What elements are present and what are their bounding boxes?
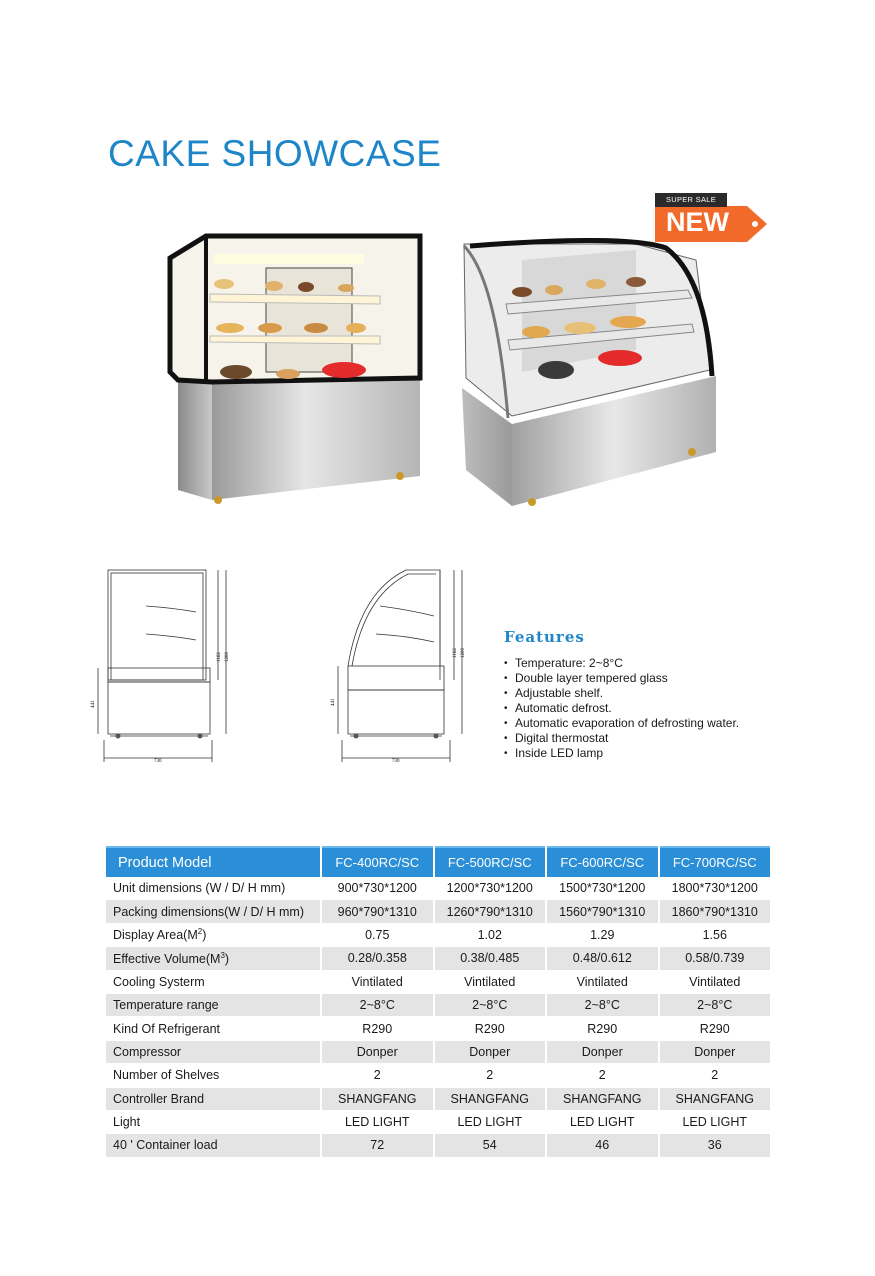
- row-label: [106, 1017, 320, 1040]
- table-cell: Donper: [435, 1041, 546, 1064]
- table-cell: 2~8°C: [547, 994, 658, 1017]
- feature-item: • Double layer tempered glass: [504, 671, 739, 686]
- header-cell: FC-400RC/SC: [322, 846, 433, 877]
- table-header-row: [106, 846, 770, 877]
- table-row: [106, 1134, 770, 1157]
- header-cell: Product Model: [106, 846, 320, 877]
- table-row: [106, 994, 770, 1017]
- spec-table: [104, 846, 772, 1158]
- showcase-photo-straight: [166, 232, 426, 508]
- table-cell: 1200*730*1200: [435, 877, 546, 900]
- table-cell: 1860*790*1310: [660, 900, 771, 923]
- table-cell: 2: [435, 1064, 546, 1087]
- row-label-text: Number of Shelves: [113, 1068, 220, 1083]
- table-row: [106, 971, 770, 994]
- feature-item: • Digital thermostat: [504, 731, 739, 746]
- row-label-superscript: 3: [220, 950, 225, 960]
- row-label-text: Kind Of Refrigerant: [113, 1021, 220, 1036]
- row-label-text: Packing dimensions(W / D/ H mm): [113, 904, 305, 919]
- table-cell: R290: [435, 1017, 546, 1040]
- table-row: [106, 1064, 770, 1087]
- drawing2-total-height: 1200: [461, 648, 466, 658]
- drawing2-glass-height: 1162: [453, 648, 458, 658]
- technical-drawing-curved: [320, 562, 480, 768]
- table-cell: 1260*790*1310: [435, 900, 546, 923]
- row-label: [106, 1064, 320, 1087]
- page-title: CAKE SHOWCASE: [108, 133, 442, 174]
- drawing1-total-height: 1200: [225, 652, 230, 662]
- table-cell: LED LIGHT: [660, 1111, 771, 1134]
- row-label: [106, 1041, 320, 1064]
- feature-item: • Inside LED lamp: [504, 746, 739, 761]
- row-label: [106, 994, 320, 1017]
- table-cell: Donper: [660, 1041, 771, 1064]
- table-cell: Vintilated: [547, 971, 658, 994]
- table-cell: SHANGFANG: [435, 1088, 546, 1111]
- row-label-text: Light: [113, 1115, 141, 1130]
- table-cell: 0.58/0.739: [660, 947, 771, 970]
- table-cell: 2~8°C: [660, 994, 771, 1017]
- row-label-text: Compressor: [113, 1044, 182, 1059]
- features-section: [504, 628, 739, 761]
- table-cell: 54: [435, 1134, 546, 1157]
- row-label-text: Controller Brand: [113, 1091, 205, 1106]
- table-cell: LED LIGHT: [435, 1111, 546, 1134]
- table-cell: R290: [547, 1017, 658, 1040]
- table-cell: 2: [547, 1064, 658, 1087]
- row-label-superscript: 2: [197, 927, 203, 937]
- table-row: [106, 1041, 770, 1064]
- table-cell: 46: [547, 1134, 658, 1157]
- row-label-text: Cooling Systerm: [113, 974, 205, 989]
- table-cell: 36: [660, 1134, 771, 1157]
- row-label: [106, 1088, 320, 1111]
- table-cell: LED LIGHT: [547, 1111, 658, 1134]
- drawing2-base-height: 441: [331, 698, 336, 706]
- feature-item: • Temperature: 2~8°C: [504, 656, 739, 671]
- row-label-suffix: ): [224, 951, 230, 966]
- row-label-text: Display Area(M: [113, 928, 198, 943]
- row-label: [106, 947, 320, 970]
- row-label: [106, 1134, 320, 1157]
- table-cell: SHANGFANG: [660, 1088, 771, 1111]
- row-label: [106, 971, 320, 994]
- table-row: [106, 1111, 770, 1134]
- new-label: NEW: [666, 207, 729, 237]
- table-row: [106, 877, 770, 900]
- row-label: [106, 877, 320, 900]
- table-cell: 1500*730*1200: [547, 877, 658, 900]
- table-cell: 1.56: [660, 924, 771, 947]
- drawing1-width-label: 730: [154, 759, 162, 764]
- table-cell: Donper: [547, 1041, 658, 1064]
- table-cell: Vintilated: [435, 971, 546, 994]
- table-cell: 1800*730*1200: [660, 877, 771, 900]
- feature-item: • Automatic defrost.: [504, 701, 739, 716]
- row-label-suffix: ): [202, 928, 207, 943]
- table-row: [106, 900, 770, 923]
- table-cell: LED LIGHT: [322, 1111, 433, 1134]
- table-cell: 72: [322, 1134, 433, 1157]
- table-cell: SHANGFANG: [322, 1088, 433, 1111]
- table-cell: Vintilated: [660, 971, 771, 994]
- table-cell: 1560*790*1310: [547, 900, 658, 923]
- table-row: [106, 1088, 770, 1111]
- table-cell: 1.29: [547, 924, 658, 947]
- header-cell: FC-700RC/SC: [660, 846, 771, 877]
- drawing2-width-label: 730: [392, 759, 400, 764]
- table-cell: 0.48/0.612: [547, 947, 658, 970]
- table-cell: 1.02: [435, 924, 546, 947]
- feature-item: • Adjustable shelf.: [504, 686, 739, 701]
- table-cell: R290: [322, 1017, 433, 1040]
- drawing1-base-height: 441: [91, 700, 96, 708]
- features-heading: Features: [504, 628, 585, 646]
- table-cell: 0.75: [322, 924, 433, 947]
- header-cell: FC-600RC/SC: [547, 846, 658, 877]
- super-sale-label: SUPER SALE: [655, 193, 727, 207]
- technical-drawing-straight: [84, 562, 244, 768]
- row-label-text: Temperature range: [113, 998, 219, 1013]
- table-cell: SHANGFANG: [547, 1088, 658, 1111]
- row-label-text: Effective Volume(M: [113, 951, 221, 966]
- table-cell: 2: [660, 1064, 771, 1087]
- table-row: [106, 1017, 770, 1040]
- table-cell: 0.28/0.358: [322, 947, 433, 970]
- table-cell: 960*790*1310: [322, 900, 433, 923]
- table-row: [106, 924, 770, 947]
- row-label: [106, 924, 320, 947]
- table-row: [106, 947, 770, 970]
- row-label-text: Unit dimensions (W / D/ H mm): [113, 881, 286, 896]
- table-cell: R290: [660, 1017, 771, 1040]
- table-cell: 2~8°C: [322, 994, 433, 1017]
- features-list: [504, 656, 739, 761]
- showcase-photo-curved: [456, 238, 718, 508]
- header-cell: FC-500RC/SC: [435, 846, 546, 877]
- row-label-text: 40 ' Container load: [113, 1138, 218, 1153]
- table-cell: 900*730*1200: [322, 877, 433, 900]
- new-badge: [652, 192, 770, 244]
- drawing1-glass-height: 1162: [217, 652, 222, 662]
- table-cell: 2: [322, 1064, 433, 1087]
- feature-item: • Automatic evaporation of defrosting water.: [504, 716, 739, 731]
- row-label: [106, 1111, 320, 1134]
- table-cell: 0.38/0.485: [435, 947, 546, 970]
- table-cell: Donper: [322, 1041, 433, 1064]
- row-label: [106, 900, 320, 923]
- table-cell: 2~8°C: [435, 994, 546, 1017]
- table-cell: Vintilated: [322, 971, 433, 994]
